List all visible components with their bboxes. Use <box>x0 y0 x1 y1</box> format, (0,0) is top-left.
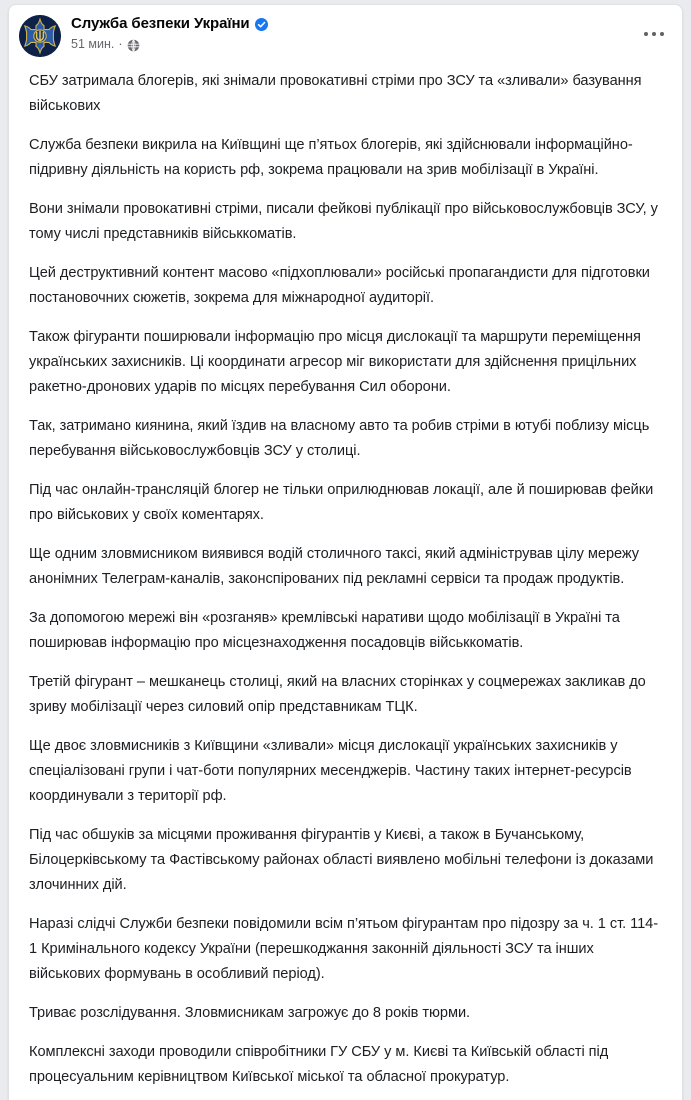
post-paragraph: Під час онлайн-трансляцій блогер не тільки оприлюднював локації, але й поширював фейки про військових у своїх коментарях. <box>29 482 654 523</box>
post-paragraph: Ще одним зловмисником виявився водій столичного таксі, який адміністрував цілу мережу анонімних Телеграм-каналів, законспірованих під рекламні сервіси та продаж продуктів. <box>29 546 640 587</box>
post-paragraph: Цей деструктивний контент масово «підхоплювали» російські пропагандисти для підготовки постановочних сюжетів, зокрема для міжнародної аудиторії. <box>29 265 650 306</box>
post-paragraph: Служба безпеки викрила на Київщині ще п’ятьох блогерів, які здійснювали інформаційно-підривну діяльність на користь рф, зокрема працювали на зрив мобілізації в Україні. <box>29 137 633 178</box>
post-options-button[interactable] <box>639 25 669 43</box>
post-author-block <box>71 14 268 52</box>
ellipsis-dot <box>660 32 664 36</box>
post-paragraph: Комплексні заходи проводили співробітники ГУ СБУ у м. Києві та Київській області під процесуальним керівництвом Київської міської та обласної прокуратур. <box>29 1044 609 1085</box>
post-paragraph: Так, затримано киянина, який їздив на власному авто та робив стріми в ютубі поблизу місць перебування військовослужбовців ЗСУ у столиці. <box>29 418 650 459</box>
post-header <box>9 5 682 63</box>
verified-check-icon[interactable] <box>255 18 268 31</box>
page-name[interactable]: Служба безпеки України <box>71 15 250 32</box>
meta-separator: · <box>118 37 123 51</box>
facebook-post-card <box>8 4 683 1100</box>
ellipsis-dot <box>652 32 656 36</box>
post-paragraph: Наразі слідчі Служби безпеки повідомили всім п’ятьом фігурантам про підозру за ч. 1 ст. 114-1 Кримінального кодексу України (перешкоджання законній діяльності ЗСУ та інших військових формувань в особливий період). <box>29 916 659 982</box>
sbu-emblem-avatar[interactable] <box>19 15 61 57</box>
ellipsis-dot <box>644 32 648 36</box>
post-paragraph: Під час обшуків за місцями проживання фігурантів у Києві, а також в Бучанському, Білоцерківському та Фастівському районах області виявлено мобільні телефони із доказами злочинних дій. <box>29 827 654 893</box>
globe-icon[interactable] <box>127 39 140 52</box>
post-paragraph: СБУ затримала блогерів, які знімали провокативні стріми про ЗСУ та «зливали» базування військових <box>29 73 642 114</box>
post-timestamp[interactable]: 51 мин. <box>71 37 115 51</box>
post-paragraph: Триває розслідування. Зловмисникам загрожує до 8 років тюрми. <box>29 1005 471 1021</box>
page-name-row <box>71 14 268 33</box>
post-body <box>9 63 682 1100</box>
post-paragraph: За допомогою мережі він «розганяв» кремлівські наративи щодо мобілізації в Україні та поширював інформацію про місцезнаходження посадовців військкоматів. <box>29 610 620 651</box>
post-paragraph: Вони знімали провокативні стріми, писали фейкові публікації про військовослужбовців ЗСУ, у тому числі представників військкоматів. <box>29 201 658 242</box>
post-meta-row <box>71 36 268 52</box>
post-paragraph: Ще двоє зловмисників з Київщини «зливали» місця дислокації українських захисників у спеціалізовані групи і чат-боти популярних месенджерів. Частину таких інтернет-ресурсів координували з території рф. <box>29 738 632 804</box>
post-paragraph: Третій фігурант – мешканець столиці, який на власних сторінках у соцмережах закликав до зриву мобілізації через силовий опір представникам ТЦК. <box>29 674 646 715</box>
post-paragraph: Також фігуранти поширювали інформацію про місця дислокації та маршрути переміщення українських захисників. Ці координати агресор міг використати для здійснення прицільних ракетно-дронових ударів по місцях перебування Сил оборони. <box>29 329 641 395</box>
